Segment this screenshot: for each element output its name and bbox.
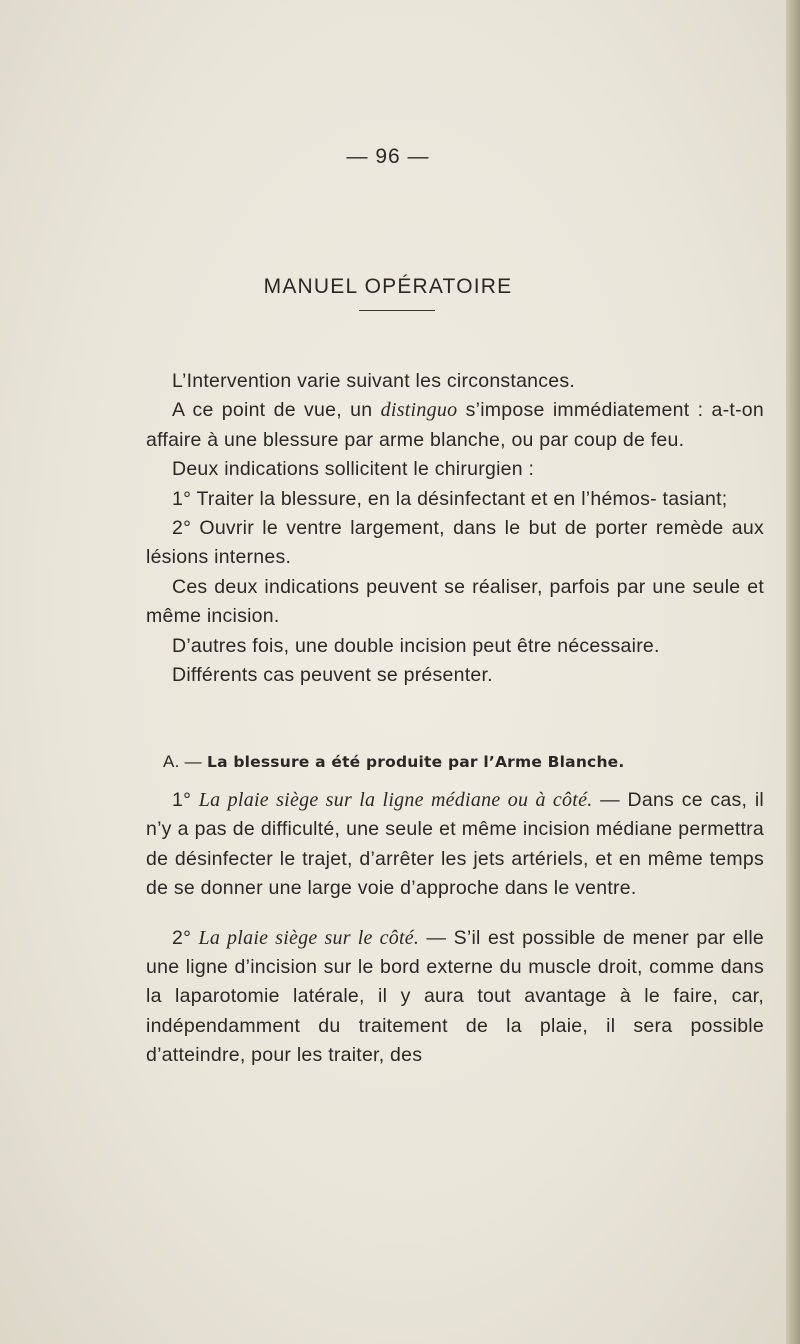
page-number: — 96 —: [346, 145, 430, 168]
case-2-number: 2°: [172, 926, 199, 949]
section-prefix: A. —: [163, 752, 208, 771]
intro-paragraph-8: Différents cas peuvent se présenter.: [172, 664, 493, 687]
section-title: La blessure a été produite par l’Arme Blanche.: [207, 753, 625, 771]
intro-paragraph-2: [146, 396, 764, 455]
intro-paragraph-6: Ces deux indications peuvent se réaliser, parfois par une seule et même incision.: [146, 575, 764, 628]
title-rule: [359, 310, 435, 311]
cases-text: [146, 786, 764, 1071]
intro-p2-start: A ce point de vue, un: [172, 399, 381, 422]
page-edge-shadow: [786, 0, 800, 1344]
case-1-italic: La plaie siège sur la ligne médiane ou à côté.: [198, 789, 593, 811]
case-2-text: — S’il est possible de mener par elle une ligne d’incision sur le bord externe du muscle droit, comme dans la laparotomie latérale, il y aura tout avantage à le faire, car, indépendamment du traitement de la plaie, il sera possible d’atteindre, pour les traiter, des: [146, 926, 765, 1067]
intro-p2-end: s’impose immédiatement : a-t-on affaire à une blessure par arme blanche, ou par coup de feu.: [146, 399, 764, 451]
case-2-paragraph: [146, 924, 764, 1071]
intro-paragraph-7: D’autres fois, une double incision peut être nécessaire.: [172, 634, 660, 657]
intro-paragraph-3: Deux indications sollicitent le chirurgien :: [172, 458, 535, 481]
section-heading-a: [163, 752, 763, 772]
intro-paragraph-1: L’Intervention varie suivant les circonstances.: [172, 370, 576, 392]
intro-text: [146, 367, 764, 690]
case-2-italic: La plaie siège sur le côté.: [198, 926, 420, 949]
chapter-title: MANUEL OPÉRATOIRE: [263, 275, 513, 298]
intro-paragraph-5: 2° Ouvrir le ventre largement, dans le but de porter remède aux lésions internes.: [146, 517, 764, 569]
intro-paragraph-4: 1° Traiter la blessure, en la désinfectant et en l’hémos- tasiant;: [172, 487, 728, 510]
case-1-number: 1°: [172, 789, 199, 811]
distinguo-italic: distinguo: [380, 399, 458, 422]
case-1-text: — Dans ce cas, il n’y a pas de difficulté, une seule et même incision médiane permettra de désinfecter le trajet, d’arrêter les jets artériels, et en même temps de se donner une large voie d’approche dans le ventre.: [146, 789, 765, 900]
case-1-paragraph: [146, 786, 764, 904]
